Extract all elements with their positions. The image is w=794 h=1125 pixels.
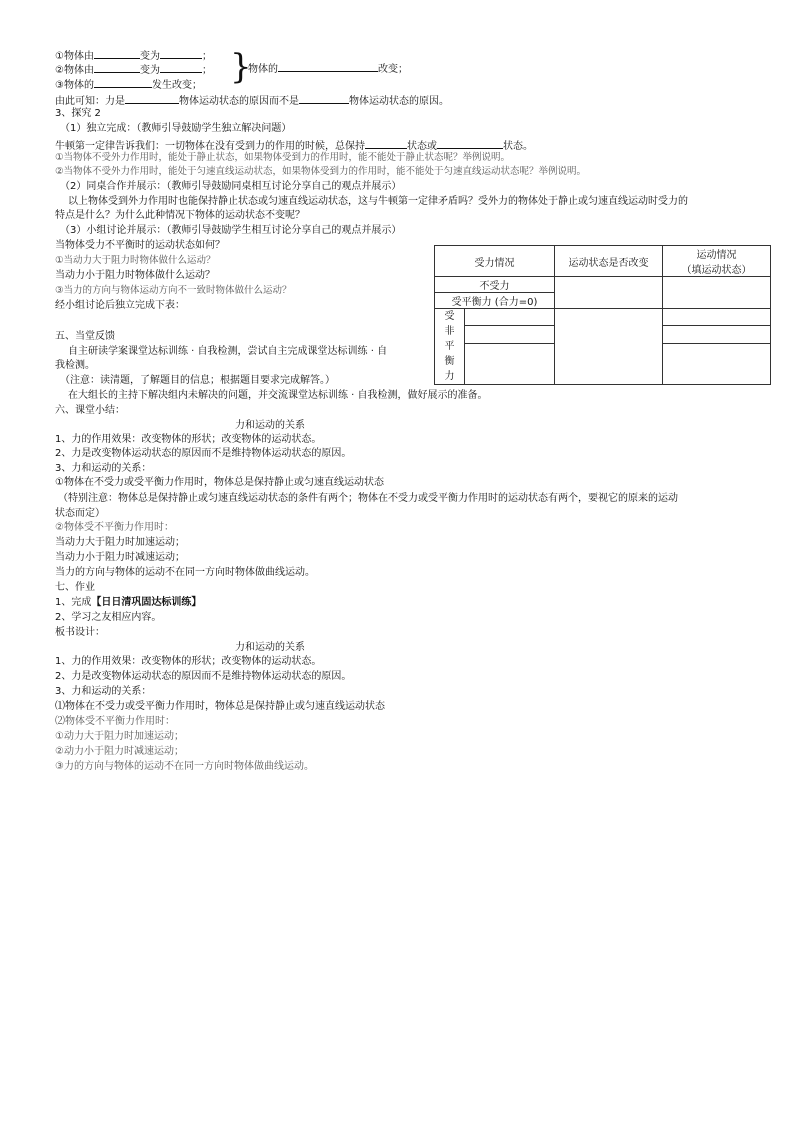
- sec6-item: 当动力小于阻力时减速运动；: [55, 552, 185, 563]
- sec6-item: ②物体受不平衡力作用时：: [55, 522, 174, 533]
- text: ；: [201, 51, 212, 62]
- header-line: （填运动状态）: [681, 265, 752, 276]
- unbalanced-q4: 经小组讨论后独立完成下表：: [55, 300, 185, 311]
- sec7-heading: 七、作业: [55, 582, 95, 593]
- blank[interactable]: [160, 48, 202, 59]
- blank[interactable]: [299, 93, 349, 104]
- answer-cell[interactable]: [555, 309, 663, 385]
- answer-cell[interactable]: [663, 277, 771, 309]
- answer-cell[interactable]: [465, 309, 555, 326]
- text: 【日日清巩固达标训练】: [91, 597, 202, 608]
- blank-right: [248, 61, 408, 76]
- sec6-item: 1、力的作用效果：改变物体的形状；改变物体的运动状态。: [55, 434, 322, 445]
- right-brace-icon: }: [230, 47, 252, 87]
- board-item: 1、力的作用效果：改变物体的形状；改变物体的运动状态。: [55, 656, 322, 667]
- question-1: ①当物体不受外力作用时，能处于静止状态，如果物体受到力的作用时，能不能处于静止状态呢？举例说明。: [55, 152, 511, 163]
- unbalanced-q2: 当动力小于阻力时物体做什么运动？: [55, 270, 215, 281]
- sec6-heading: 六、课堂小结：: [55, 405, 125, 416]
- header-motion: [663, 246, 771, 277]
- sec5-line: 自主研读学案课堂达标训练 · 自我检测，尝试自主完成课堂达标训练 · 自: [68, 346, 388, 357]
- sec6-note: 状态而定）: [55, 508, 105, 519]
- text: 1、完成: [55, 597, 92, 608]
- unbalanced-q1: ①当动力大于阻力时物体做什么运动？: [55, 255, 216, 266]
- row-balanced: 受平衡力 (合力=0): [435, 293, 555, 309]
- answer-cell[interactable]: [663, 309, 771, 326]
- sec6-title: 力和运动的关系: [235, 420, 305, 431]
- board-item: ②动力小于阻力时减速运动；: [55, 746, 184, 757]
- unbalanced-question: 当物体受力不平衡时的运动状态如何？: [55, 240, 225, 251]
- blank-line-3: [55, 77, 202, 92]
- board-design-label: 板书设计：: [55, 627, 105, 638]
- row-no-force: 不受力: [435, 277, 555, 293]
- blank[interactable]: [94, 62, 140, 73]
- blank[interactable]: [160, 62, 202, 73]
- vertical-text: 受非平衡力: [444, 311, 455, 382]
- header-change: 运动状态是否改变: [555, 246, 663, 277]
- text: ③物体的: [55, 80, 94, 91]
- sec5-line: 我检测。: [55, 360, 95, 371]
- board-item: ③力的方向与物体的运动不在同一方向时物体做曲线运动。: [55, 761, 314, 772]
- sec6-item: 3、力和运动的关系：: [55, 463, 152, 474]
- text: 状态或: [407, 141, 437, 152]
- answer-cell[interactable]: [465, 343, 555, 384]
- explore2-step2: （2）同桌合作并展示：（教师引导鼓励同桌相互讨论分享自己的观点并展示）: [60, 181, 402, 192]
- blank-line-1: [55, 48, 212, 63]
- blank[interactable]: [278, 61, 378, 72]
- text: 物体运动状态的原因。: [349, 96, 449, 107]
- text: ②物体由: [55, 65, 94, 76]
- sec6-note: （特别注意：物体总是保持静止或匀速直线运动状态的条件有两个；物体在不受力或受平衡力作用时的运动状态有两个，要视它的原来的运动: [58, 493, 678, 504]
- explore2-step1: （1）独立完成：（教师引导鼓励学生独立解决问题）: [60, 123, 292, 134]
- sec7-item: [55, 597, 201, 609]
- sec6-item: 当动力大于阻力时加速运动；: [55, 537, 185, 548]
- text: 牛顿第一定律告诉我们：一切物体在没有受到力的作用的时候，总保持: [55, 141, 365, 152]
- header-force: 受力情况: [435, 246, 555, 277]
- blank-line-2: [55, 62, 212, 77]
- sec6-item: 当力的方向与物体的运动不在同一方向时物体做曲线运动。: [55, 567, 315, 578]
- board-item: ⑴物体在不受力或受平衡力作用时，物体总是保持静止或匀速直线运动状态: [55, 701, 385, 712]
- blank[interactable]: [94, 77, 152, 88]
- question-2: ②当物体不受外力作用时，能处于匀速直线运动状态，如果物体受到力的作用时，能不能处于匀速直线运动状态呢？举例说明。: [55, 166, 587, 177]
- answer-cell[interactable]: [555, 277, 663, 309]
- header-line: 运动情况: [696, 250, 737, 261]
- answer-cell[interactable]: [663, 326, 771, 343]
- board-item: 2、力是改变物体运动状态的原因而不是维持物体运动状态的原因。: [55, 671, 352, 682]
- board-title: 力和运动的关系: [235, 642, 305, 653]
- sec6-item: 2、力是改变物体运动状态的原因而不是维持物体运动状态的原因。: [55, 448, 352, 459]
- text: ；: [201, 65, 212, 76]
- paragraph-line: 以上物体受到外力作用时也能保持静止状态或匀速直线运动状态，这与牛顿第一定律矛盾吗？受外力的物体处于静止或匀速直线运动时受力的: [68, 196, 688, 207]
- text: 状态。: [503, 141, 533, 152]
- paragraph-line: 特点是什么？为什么此种情况下物体的运动状态不变呢？: [55, 210, 305, 221]
- board-item: ①动力大于阻力时加速运动；: [55, 731, 184, 742]
- sec5-line: 在大组长的主持下解决组内未解决的问题，并交流课堂达标训练 · 自我检测，做好展示的准备。: [68, 390, 488, 401]
- text: 物体运动状态的原因而不是: [179, 96, 299, 107]
- text: 变为: [139, 65, 160, 76]
- unbalanced-q3: ③当力的方向与物体运动方向不一致时物体做什么运动？: [55, 285, 292, 296]
- blank[interactable]: [437, 138, 503, 149]
- text: 发生改变；: [151, 80, 202, 91]
- text: 改变；: [378, 64, 408, 75]
- blank[interactable]: [94, 48, 140, 59]
- board-item: 3、力和运动的关系：: [55, 686, 152, 697]
- explore2-heading: 3、探究 2: [55, 108, 101, 119]
- explore2-step3: （3）小组讨论并展示：（教师引导鼓励学生相互讨论分享自己的观点并展示）: [60, 225, 402, 236]
- force-motion-table: [434, 245, 771, 385]
- blank[interactable]: [365, 138, 407, 149]
- sec5-heading: 五、当堂反馈: [55, 331, 115, 342]
- text: 变为: [139, 51, 160, 62]
- answer-cell[interactable]: [663, 343, 771, 384]
- blank[interactable]: [125, 93, 179, 104]
- conclusion: [55, 93, 449, 108]
- answer-cell[interactable]: [465, 326, 555, 343]
- newton-law-line: [55, 138, 533, 153]
- board-item: ⑵物体受不平衡力作用时：: [55, 716, 175, 727]
- text: 物体的: [248, 64, 278, 75]
- text: 由此可知：力是: [55, 96, 125, 107]
- sec7-item: 2、学习之友相应内容。: [55, 612, 162, 623]
- sec5-line: （注意：读清题，了解题目的信息；根据题目要求完成解答。）: [60, 375, 335, 386]
- sec6-item: ①物体在不受力或受平衡力作用时，物体总是保持静止或匀速直线运动状态: [55, 477, 384, 488]
- text: ①物体由: [55, 51, 94, 62]
- row-unbalanced-label: [435, 309, 465, 385]
